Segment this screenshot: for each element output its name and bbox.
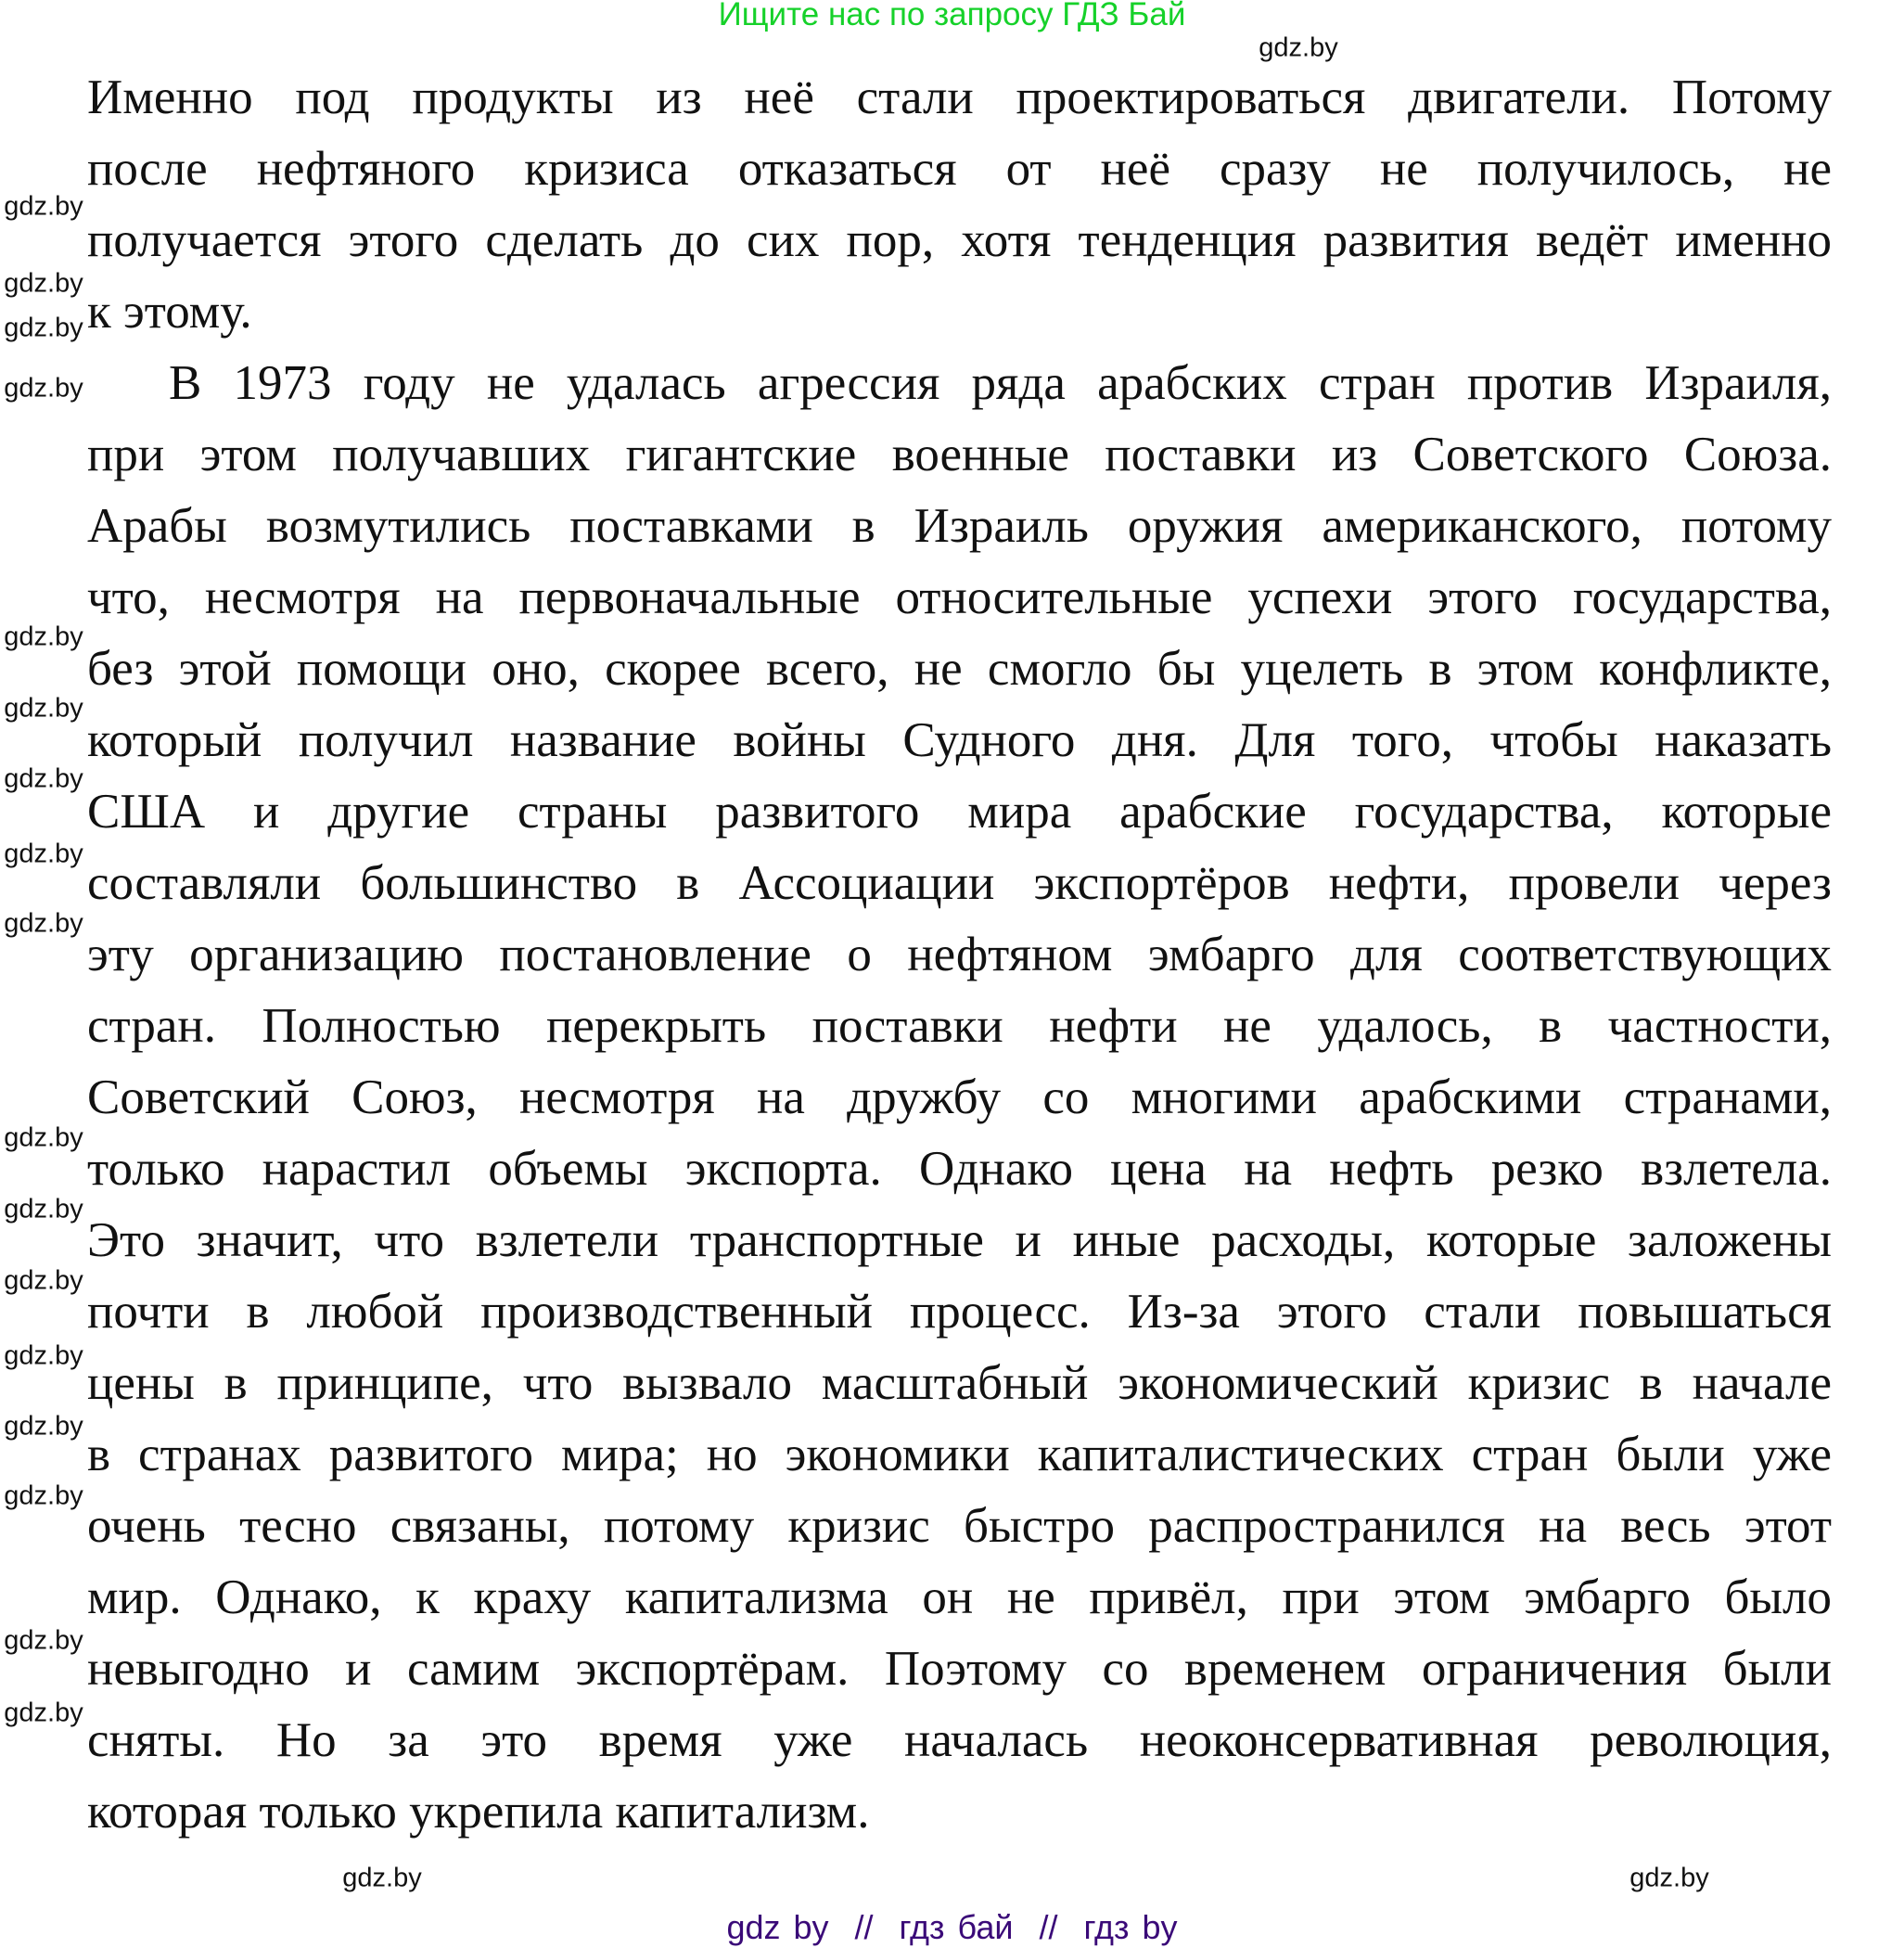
text-line: что, несмотря на первоначальные относительные успехи этого государства, xyxy=(87,570,1832,624)
watermark: gdz.by xyxy=(4,1194,83,1224)
watermark: gdz.by xyxy=(4,1265,83,1296)
watermark: gdz.by xyxy=(4,1625,83,1656)
text-line: Арабы возмутились поставками в Израиль оружия американского, потому xyxy=(87,499,1832,553)
text-line: Именно под продукты из неё стали проектироваться двигатели. Потому xyxy=(87,70,1832,124)
text-line: очень тесно связаны, потому кризис быстро распространился на весь этот xyxy=(87,1499,1832,1553)
footer-links: gdz by // гдз бай // гдз by xyxy=(726,1908,1178,1946)
watermark: gdz.by xyxy=(4,1480,83,1511)
watermark: gdz.by xyxy=(4,191,83,222)
text-line: В 1973 году не удалась агрессия ряда арабских стран против Израиля, xyxy=(169,356,1832,410)
text-line: которая только укрепила капитализм. xyxy=(87,1785,870,1839)
watermark: gdz.by xyxy=(4,693,83,724)
watermark: gdz.by xyxy=(4,622,83,652)
text-line: мир. Однако, к краху капитализма он не привёл, при этом эмбарго было xyxy=(87,1570,1832,1624)
text-line: получается этого сделать до сих пор, хотя тенденция развития ведёт именно xyxy=(87,213,1832,267)
text-line: Советский Союз, несмотря на дружбу со многими арабскими странами, xyxy=(87,1070,1832,1124)
watermark: gdz.by xyxy=(1629,1863,1709,1893)
watermark: gdz.by xyxy=(4,763,83,794)
answer-text xyxy=(87,62,1832,1848)
text-line: почти в любой производственный процесс. Из-за этого стали повышаться xyxy=(87,1285,1832,1339)
text-line: при этом получавших гигантские военные поставки из Советского Союза. xyxy=(87,428,1832,481)
text-line: в странах развитого мира; но экономики капиталистических стран были уже xyxy=(87,1428,1832,1481)
watermark: gdz.by xyxy=(4,313,83,343)
text-line: к этому. xyxy=(87,285,252,339)
watermark: gdz.by xyxy=(4,1698,83,1728)
text-line: после нефтяного кризиса отказаться от неё сразу не получилось, не xyxy=(87,142,1832,196)
text-line: без этой помощи оно, скорее всего, не смогло бы уцелеть в этом конфликте, xyxy=(87,642,1832,696)
watermark: gdz.by xyxy=(4,839,83,869)
watermark: gdz.by xyxy=(4,908,83,939)
text-line: невыгодно и самим экспортёрам. Поэтому со временем ограничения были xyxy=(87,1642,1832,1696)
text-line: сняты. Но за это время уже началась неоконсервативная революция, xyxy=(87,1713,1832,1767)
watermark: gdz.by xyxy=(4,373,83,404)
text-line: только нарастил объемы экспорта. Однако цена на нефть резко взлетела. xyxy=(87,1142,1832,1196)
text-line: США и другие страны развитого мира арабские государства, которые xyxy=(87,785,1832,839)
text-line: составляли большинство в Ассоциации экспортёров нефти, провели через xyxy=(87,856,1832,910)
text-line: стран. Полностью перекрыть поставки нефти не удалось, в частности, xyxy=(87,999,1832,1053)
text-line: Это значит, что взлетели транспортные и иные расходы, которые заложены xyxy=(87,1213,1832,1267)
search-hint-banner: Ищите нас по запросу ГДЗ Бай xyxy=(718,0,1186,32)
watermark: gdz.by xyxy=(342,1863,422,1893)
watermark: gdz.by xyxy=(1259,32,1338,63)
watermark: gdz.by xyxy=(4,1340,83,1371)
text-line: эту организацию постановление о нефтяном эмбарго для соответствующих xyxy=(87,928,1832,981)
watermark: gdz.by xyxy=(4,1411,83,1442)
watermark: gdz.by xyxy=(4,1122,83,1153)
text-line: цены в принципе, что вызвало масштабный экономический кризис в начале xyxy=(87,1356,1832,1410)
text-line: который получил название войны Судного дня. Для того, чтобы наказать xyxy=(87,713,1832,767)
watermark: gdz.by xyxy=(4,268,83,299)
